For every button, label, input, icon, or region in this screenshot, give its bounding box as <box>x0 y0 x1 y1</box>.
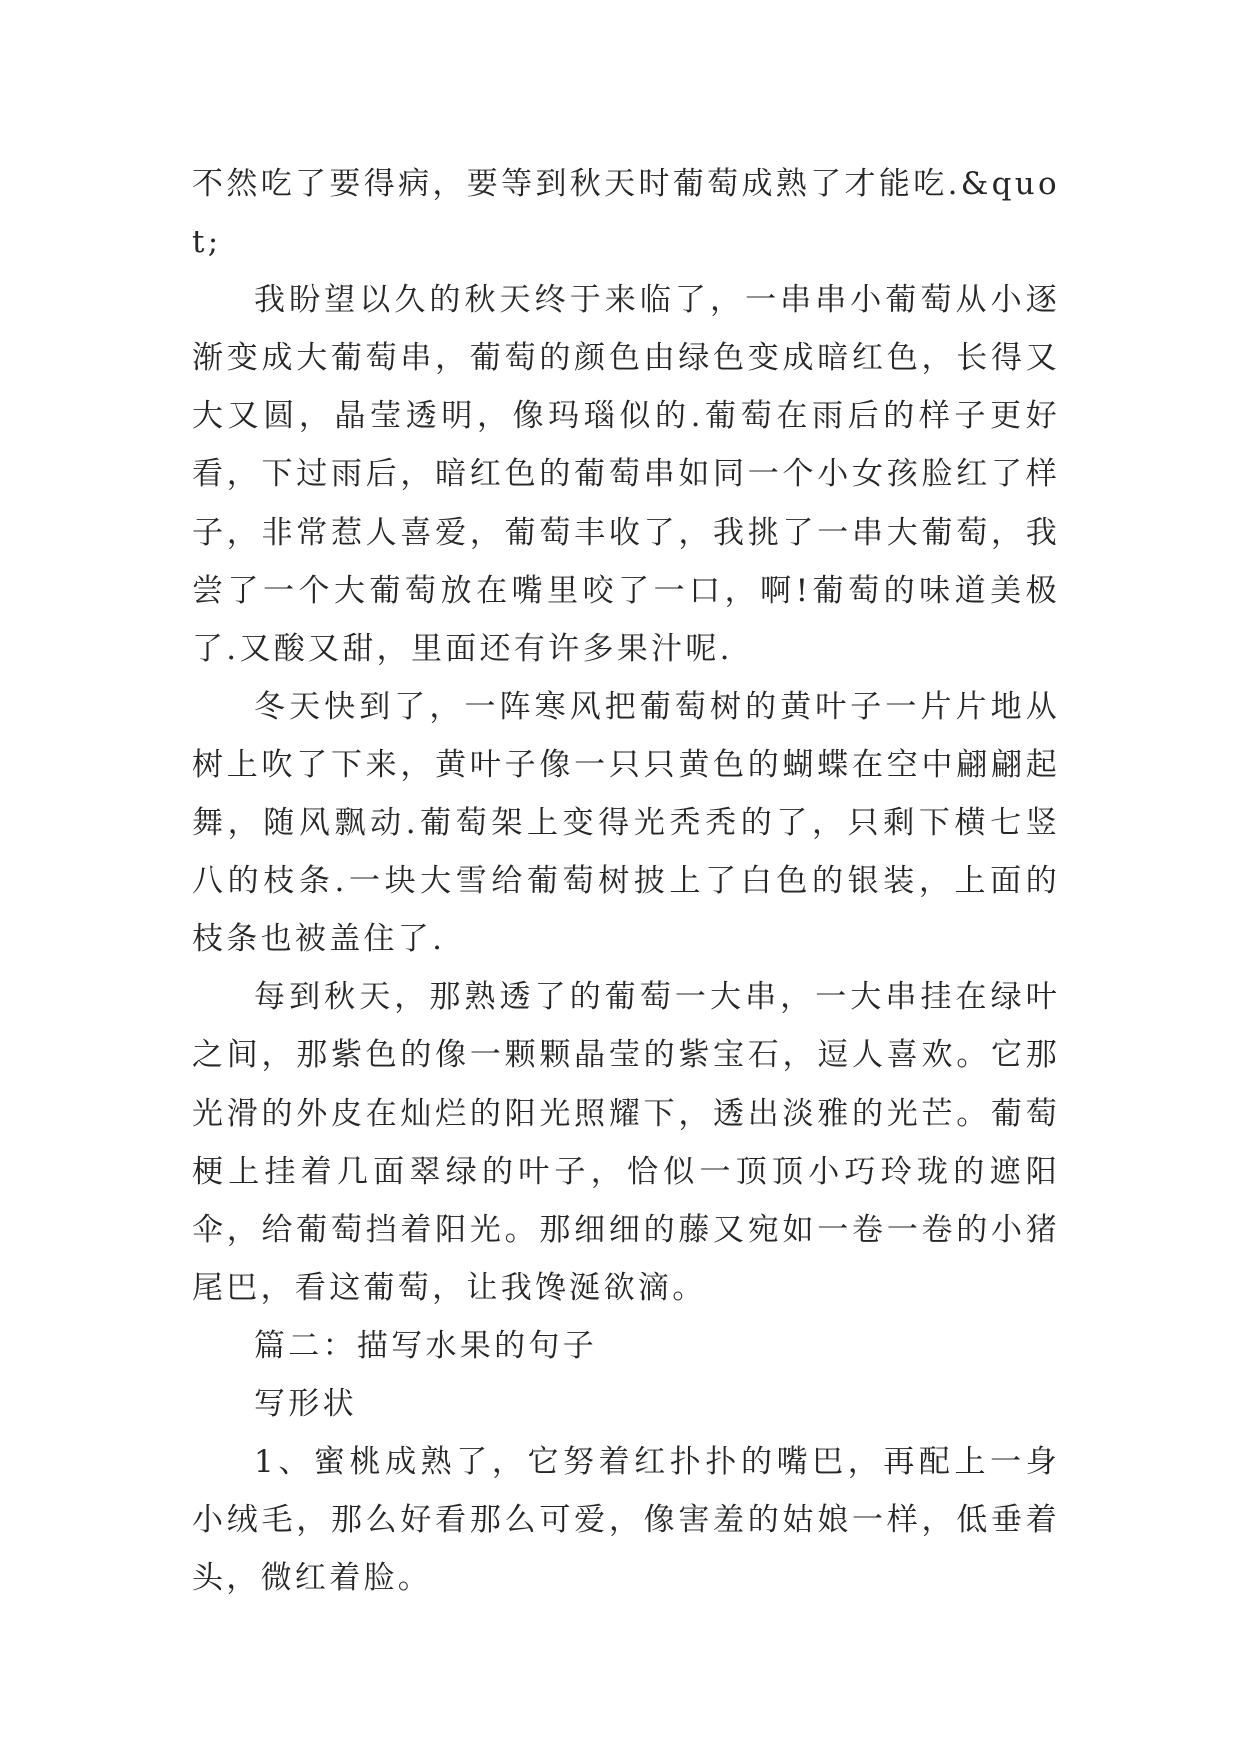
paragraph-peach: 1、蜜桃成熟了，它努着红扑扑的嘴巴，再配上一身小绒毛，那么好看那么可爱，像害羞的姑娘一样，低垂着头，微红着脸。 <box>192 1444 1060 1597</box>
paragraph-winter: 冬天快到了，一阵寒风把葡萄树的黄叶子一片片地从树上吹了下来，黄叶子像一只只黄色的蝴蝶在空中翩翩起舞，随风飘动.葡萄架上变得光秃秃的了，只剩下横七竖八的枝条.一块大雪给葡萄树披上了白色的银装，上面的枝条也被盖住了. <box>192 688 1060 958</box>
paragraph-continuation: 不然吃了要得病，要等到秋天时葡萄成熟了才能吃.&quot; <box>192 166 1060 261</box>
paragraph-autumn-grapes: 我盼望以久的秋天终于来临了，一串串小葡萄从小逐渐变成大葡萄串，葡萄的颜色由绿色变成暗红色，长得又大又圆，晶莹透明，像玛瑙似的.葡萄在雨后的样子更好看，下过雨后，暗红色的葡萄串如同一个小女孩脸红了样子，非常惹人喜爱，葡萄丰收了，我挑了一串大葡萄，我尝了一个大葡萄放在嘴里咬了一口，啊!葡萄的味道美极了.又酸又甜，里面还有许多果汁呢. <box>192 282 1060 667</box>
document-body <box>192 155 1060 1607</box>
subsection-heading: 写形状 <box>254 1385 357 1422</box>
paragraph-ripe-grapes: 每到秋天，那熟透了的葡萄一大串，一大串挂在绿叶之间，那紫色的像一颗颗晶莹的紫宝石，逗人喜欢。它那光滑的外皮在灿烂的阳光照耀下，透出淡雅的光芒。葡萄梗上挂着几面翠绿的叶子，恰似一顶顶小巧玲珑的遮阳伞，给葡萄挡着阳光。那细细的藤又宛如一卷一卷的小猪尾巴，看这葡萄，让我馋涎欲滴。 <box>192 979 1060 1306</box>
section-heading: 篇二：描写水果的句子 <box>254 1327 597 1364</box>
